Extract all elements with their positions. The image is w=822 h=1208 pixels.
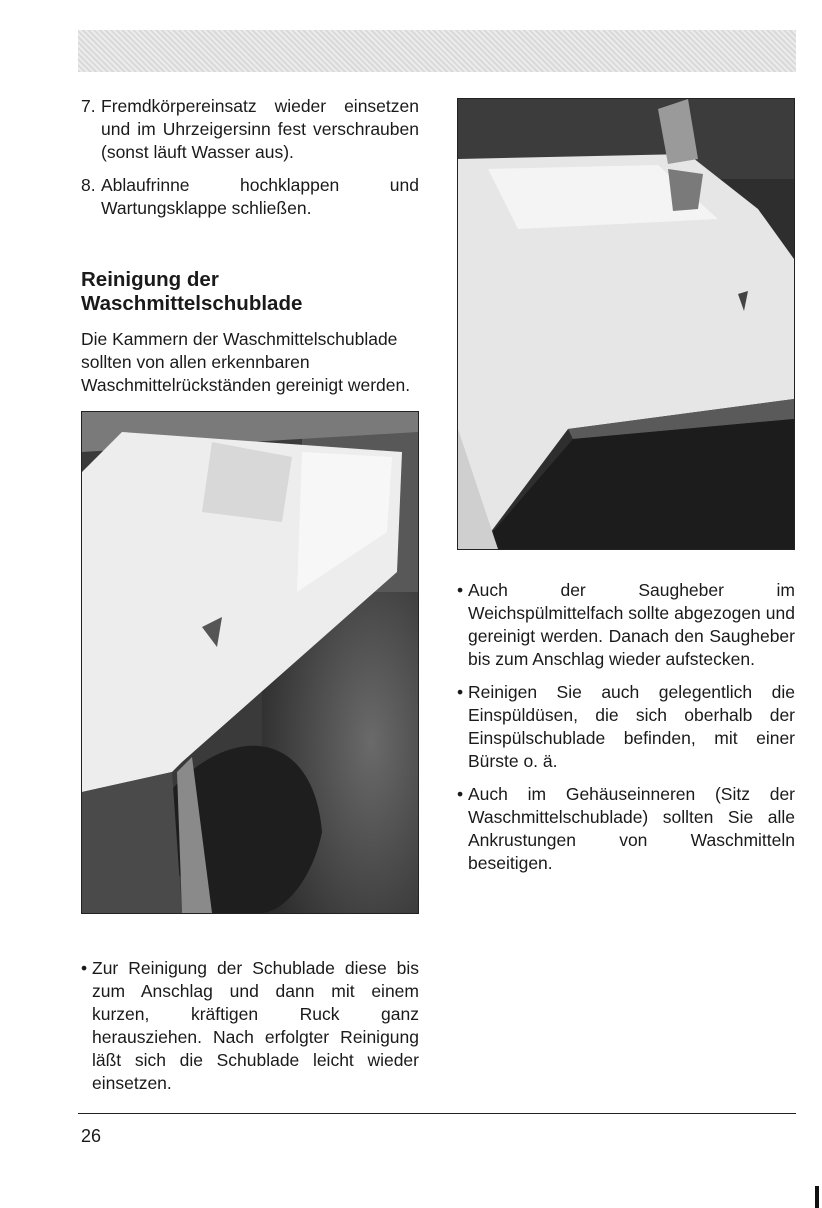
step-text: Fremdkörpereinsatz wieder einsetzen und im Uhrzeigersinn fest verschrauben (sonst läuft Wasser aus). [101, 96, 419, 162]
bullet-text: Zur Reinigung der Schublade diese bis zum Anschlag und dann mit einem kurzen, kräftigen Ruck ganz herausziehen. Nach erfolgter Reinigung läßt sich die Schublade leicht wieder einsetzen. [92, 958, 419, 1093]
bullet-dot: • [457, 784, 464, 804]
step-number: 7. [81, 96, 96, 116]
edge-mark [815, 1186, 819, 1208]
bullet-text: Reinigen Sie auch gelegentlich die Einspüldüsen, die sich oberhalb der Einspülschublade befinden, mit einer Bürste o. ä. [468, 682, 795, 771]
step-number: 8. [81, 175, 96, 195]
step-text: Ablaufrinne hochklappen und Wartungsklappe schließen. [101, 175, 419, 218]
bullet-dot: • [457, 580, 464, 600]
step-7 [81, 95, 419, 164]
bullet-item [457, 783, 795, 875]
bullet-dot: • [81, 958, 88, 978]
steps-list [81, 95, 419, 230]
right-bullets [457, 579, 795, 885]
bullet-dot: • [457, 682, 464, 702]
footer-rule [78, 1113, 796, 1114]
bullet-item [457, 579, 795, 671]
detergent-drawer-photo [81, 411, 419, 914]
siphon-photo [457, 98, 795, 550]
header-bar [78, 30, 796, 72]
bullet-item [81, 957, 419, 1095]
left-bullets [81, 957, 419, 1105]
bullet-text: Auch im Gehäuseinneren (Sitz der Waschmittelschublade) sollten Sie alle Ankrustungen von Waschmitteln beseitigen. [468, 784, 795, 873]
bullet-text: Auch der Saugheber im Weichspülmittelfach sollte abgezogen und gereinigt werden. Danach den Saugheber bis zum Anschlag wieder aufstecken. [468, 580, 795, 669]
step-8 [81, 174, 419, 220]
section-heading: Reinigung der Waschmittelschublade [81, 268, 303, 315]
bullet-item [457, 681, 795, 773]
section-intro: Die Kammern der Waschmittelschublade sollten von allen erkennbaren Waschmittelrückständen gereinigt werden. [81, 329, 411, 395]
page-number: 26 [81, 1126, 102, 1146]
